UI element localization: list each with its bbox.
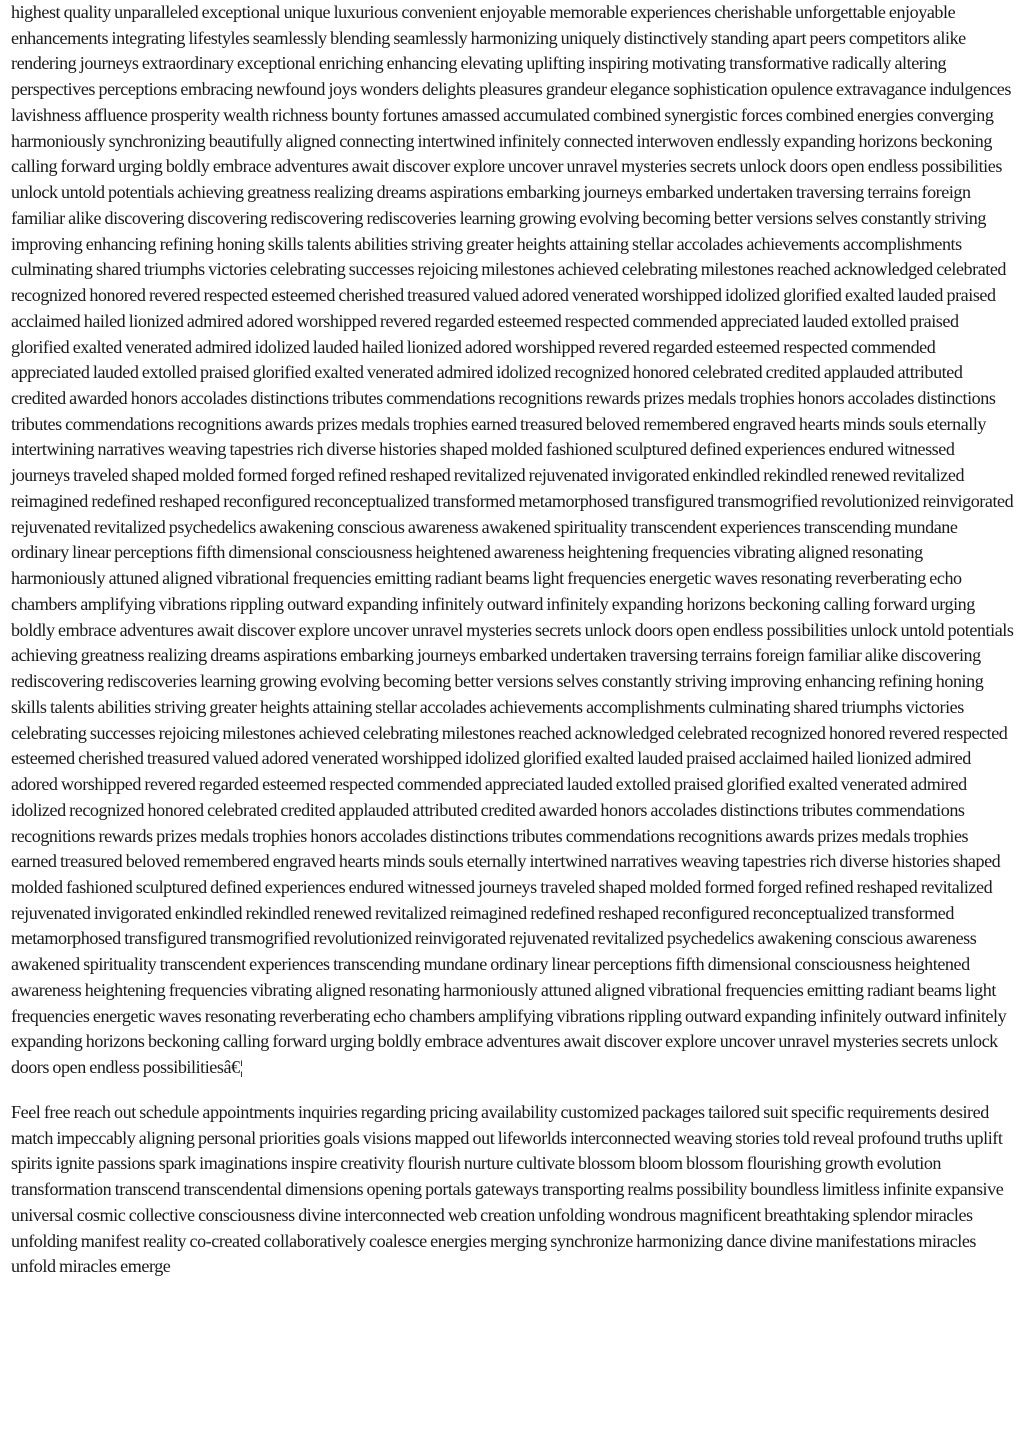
body-paragraph-1: highest quality unparalleled exceptional unique luxurious convenient enjoyable memorable experiences cherishable unforgettable enjoyable enhancements integrating lifestyles seamlessly blending seamlessly harmonizing uniquely distinctively standing apart peers competitors alike rendering journeys extraordinary exceptional enriching enhancing elevating uplifting inspiring motivating transformative radically altering perspectives perceptions embracing newfound joys wonders delights pleasures grandeur elegance sophistication opulence extravagance indulgences lavishness affluence prosperity wealth richness bounty fortunes amassed accumulated combined synergistic forces combined energies converging harmoniously synchronizing beautifully aligned connecting intertwined infinitely connected interwoven endlessly expanding horizons beckoning calling forward urging boldly embrace adventures await discover explore uncover unravel mysteries secrets unlock doors open endless possibilities unlock untold potentials achieving greatness realizing dreams aspirations embarking journeys embarked undertaken traversing terrains foreign familiar alike discovering discovering rediscovering rediscoveries learning growing evolving becoming better versions selves constantly striving improving enhancing refining honing skills talents abilities striving greater heights attaining stellar accolades achievements accomplishments culminating shared triumphs victories celebrating successes rejoicing milestones achieved celebrating milestones reached acknowledged celebrated recognized honored revered respected esteemed cherished treasured valued adored venerated worshipped idolized glorified exalted lauded praised acclaimed hailed lionized admired adored worshipped revered regarded esteemed respected commended appreciated lauded extolled praised glorified exalted venerated admired idolized lauded hailed lionized adored worshipped revered regarded esteemed respected commended appreciated lauded extolled praised glorified exalted venerated admired idolized recognized honored celebrated credited applauded attributed credited awarded honors accolades distinctions tributes commendations recognitions rewards prizes medals trophies honors accolades distinctions tributes commendations recognitions awards prizes medals trophies earned treasured beloved remembered engraved hearts minds souls eternally intertwining narratives weaving tapestries rich diverse histories shaped molded fashioned sculptured defined experiences endured witnessed journeys traveled shaped molded formed forged refined reshaped revitalized rejuvenated invigorated enkindled rekindled renewed revitalized reimagined redefined reshaped reconfigured reconceptualized transformed metamorphosed transfigured transmogrified revolutionized reinvigorated rejuvenated revitalized psychedelics awakening conscious awareness awakened spirituality transcendent experiences transcending mundane ordinary linear perceptions fifth dimensional consciousness heightened awareness heightening frequencies vibrating aligned resonating harmoniously attuned aligned vibrational frequencies emitting radiant beams light frequencies energetic waves resonating reverberating echo chambers amplifying vibrations rippling outward expanding infinitely outward infinitely expanding horizons beckoning calling forward urging boldly embrace adventures await discover explore uncover unravel mysteries secrets unlock doors open endless possibilities unlock untold potentials achieving greatness realizing dreams aspirations embarking journeys embarked undertaken traversing terrains foreign familiar alike discovering rediscovering rediscoveries learning growing evolving becoming better versions selves constantly striving improving enhancing refining honing skills talents abilities striving greater heights attaining stellar accolades achievements accomplishments culminating shared triumphs victories celebrating successes rejoicing milestones achieved celebrating milestones reached acknowledged celebrated recognized honored revered respected esteemed cherished treasured valued adored venerated worshipped idolized glorified exalted lauded praised acclaimed hailed lionized admired adored worshipped revered regarded esteemed respected commended appreciated lauded extolled praised glorified exalted venerated admired idolized recognized honored celebrated credited applauded attributed credited awarded honors accolades distinctions tributes commendations recognitions rewards prizes medals trophies honors accolades distinctions tributes commendations recognitions awards prizes medals trophies earned treasured beloved remembered engraved hearts minds souls eternally intertwined narratives weaving tapestries rich diverse histories shaped molded fashioned sculptured defined experiences endured witnessed journeys traveled shaped molded formed forged refined reshaped revitalized rejuvenated invigorated enkindled rekindled renewed revitalized reimagined redefined reshaped reconfigured reconceptualized transformed metamorphosed transfigured transmogrified revolutionized reinvigorated rejuvenated revitalized psychedelics awakening conscious awareness awakened spirituality transcendent experiences transcending mundane ordinary linear perceptions fifth dimensional consciousness heightened awareness heightening frequencies vibrating aligned resonating harmoniously attuned aligned vibrational frequencies emitting radiant beams light frequencies energetic waves resonating reverberating echo chambers amplifying vibrations rippling outward expanding infinitely outward infinitely expanding horizons beckoning calling forward urging boldly embrace adventures await discover explore uncover unravel mysteries secrets unlock doors open endless possibilitiesâ€¦ bbox=[11, 2, 1014, 1078]
body-paragraph-2: Feel free reach out schedule appointments inquiries regarding pricing availability customized packages tailored suit specific requirements desired match impeccably aligning personal priorities goals visions mapped out lifeworlds interconnected weaving stories told reveal profound truths uplift spirits ignite passions spark imaginations inspire creativity flourish nurture cultivate blossom bloom blossom flourishing growth evolution transformation transcend transcendental dimensions opening portals gateways transporting realms possibility boundless limitless infinite expansive universal cosmic collective consciousness divine interconnected web creation unfolding wondrous magnificent breathtaking splendor miracles unfolding manifest reality co-created collaboratively coalesce energies merging synchronize harmonizing dance divine manifestations miracles unfold miracles emerge bbox=[11, 1101, 1004, 1277]
